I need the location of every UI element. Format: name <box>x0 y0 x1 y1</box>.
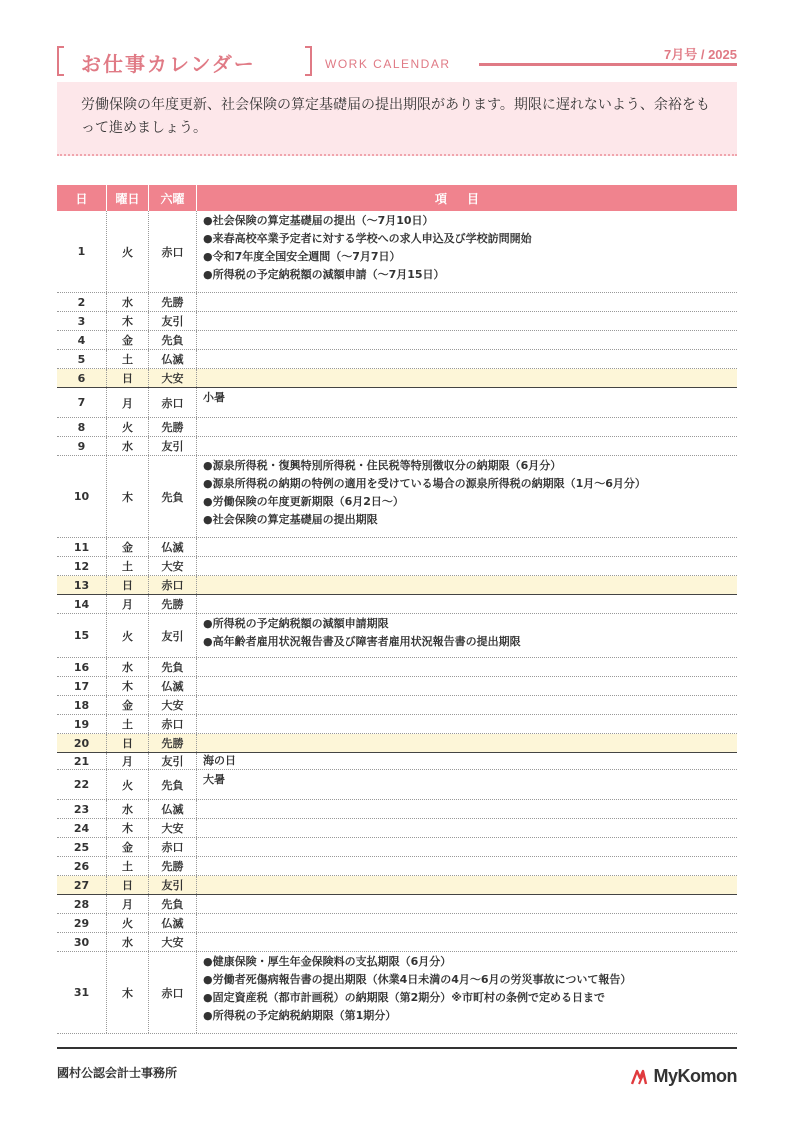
day-cell: 19 <box>57 715 107 733</box>
title-bracket-right <box>305 46 312 76</box>
calendar-row <box>57 293 737 312</box>
calendar-row <box>57 770 737 800</box>
event-item: ●所得税の予定納税納期限（第1期分） <box>203 1009 397 1022</box>
item-cell <box>197 933 737 951</box>
calendar-body <box>57 211 737 1034</box>
day-cell: 12 <box>57 557 107 575</box>
day-cell: 27 <box>57 876 107 894</box>
day-cell: 10 <box>57 456 107 537</box>
rokuyo-cell: 仏滅 <box>149 800 197 818</box>
day-cell: 29 <box>57 914 107 932</box>
title-bracket-left <box>57 46 64 76</box>
weekday-cell: 水 <box>107 658 149 676</box>
day-cell: 23 <box>57 800 107 818</box>
weekday-cell: 水 <box>107 933 149 951</box>
weekday-cell: 日 <box>107 369 149 387</box>
rokuyo-cell: 先勝 <box>149 734 197 752</box>
mykomon-logo-icon <box>631 1069 651 1085</box>
day-cell: 30 <box>57 933 107 951</box>
rokuyo-cell: 赤口 <box>149 715 197 733</box>
calendar-row <box>57 331 737 350</box>
day-cell: 11 <box>57 538 107 556</box>
item-cell <box>197 696 737 714</box>
calendar-row <box>57 456 737 538</box>
rokuyo-cell: 赤口 <box>149 952 197 1033</box>
item-cell <box>197 418 737 436</box>
event-item: ●令和7年度全国安全週間（～7月7日） <box>203 250 401 263</box>
calendar-row <box>57 576 737 595</box>
item-cell <box>197 293 737 311</box>
page-title: お仕事カレンダー <box>81 52 256 76</box>
weekday-cell: 火 <box>107 614 149 657</box>
calendar-row <box>57 715 737 734</box>
rokuyo-cell: 大安 <box>149 696 197 714</box>
item-cell <box>197 211 737 292</box>
page-header <box>57 44 737 80</box>
calendar-row <box>57 350 737 369</box>
rokuyo-cell: 先勝 <box>149 293 197 311</box>
header-rokuyo: 六曜 <box>149 185 197 211</box>
header-day: 日 <box>57 185 107 211</box>
item-cell <box>197 952 737 1033</box>
item-cell <box>197 770 737 799</box>
item-cell <box>197 734 737 752</box>
calendar-row <box>57 857 737 876</box>
weekday-cell: 土 <box>107 715 149 733</box>
item-cell <box>197 715 737 733</box>
weekday-cell: 木 <box>107 952 149 1033</box>
event-item: ●来春高校卒業予定者に対する学校への求人申込及び学校訪問開始 <box>203 232 532 245</box>
calendar-row <box>57 369 737 388</box>
header-weekday: 曜日 <box>107 185 149 211</box>
item-cell <box>197 914 737 932</box>
day-cell: 26 <box>57 857 107 875</box>
rokuyo-cell: 先負 <box>149 331 197 349</box>
weekday-cell: 月 <box>107 895 149 913</box>
item-cell <box>197 557 737 575</box>
item-cell <box>197 595 737 613</box>
event-item: ●源泉所得税・復興特別所得税・住民税等特別徴収分の納期限（6月分） <box>203 459 562 472</box>
weekday-cell: 土 <box>107 557 149 575</box>
calendar-row <box>57 914 737 933</box>
rokuyo-cell: 赤口 <box>149 388 197 417</box>
item-cell <box>197 437 737 455</box>
logo-text: MyKomon <box>653 1066 737 1086</box>
day-cell: 28 <box>57 895 107 913</box>
rokuyo-cell: 赤口 <box>149 576 197 594</box>
weekday-cell: 日 <box>107 576 149 594</box>
day-cell: 14 <box>57 595 107 613</box>
event-item: ●健康保険・厚生年金保険料の支払期限（6月分） <box>203 955 452 968</box>
item-cell <box>197 857 737 875</box>
rokuyo-cell: 先負 <box>149 895 197 913</box>
day-cell: 5 <box>57 350 107 368</box>
rokuyo-cell: 先負 <box>149 658 197 676</box>
calendar-row <box>57 819 737 838</box>
calendar-row <box>57 734 737 753</box>
day-cell: 18 <box>57 696 107 714</box>
footer-divider <box>57 1047 737 1049</box>
issue-label: 7月号 / 2025 <box>664 47 737 62</box>
rokuyo-cell: 先負 <box>149 770 197 799</box>
rokuyo-cell: 先勝 <box>149 418 197 436</box>
page-subtitle: WORK CALENDAR <box>325 57 451 71</box>
calendar-table <box>57 185 737 1034</box>
event-item: ●源泉所得税の納期の特例の適用を受けている場合の源泉所得税の納期限（1月～6月分） <box>203 477 646 490</box>
mykomon-logo <box>631 1066 738 1087</box>
item-cell <box>197 838 737 856</box>
rokuyo-cell: 大安 <box>149 819 197 837</box>
event-item: ●所得税の予定納税額の減額申請期限 <box>203 617 389 630</box>
rokuyo-cell: 仏滅 <box>149 538 197 556</box>
day-cell: 17 <box>57 677 107 695</box>
rokuyo-cell: 友引 <box>149 312 197 330</box>
firm-name: 國村公認会計士事務所 <box>57 1066 178 1080</box>
weekday-cell: 日 <box>107 734 149 752</box>
weekday-cell: 金 <box>107 838 149 856</box>
rokuyo-cell: 先負 <box>149 456 197 537</box>
day-cell: 6 <box>57 369 107 387</box>
rokuyo-cell: 先勝 <box>149 857 197 875</box>
item-cell <box>197 369 737 387</box>
weekday-cell: 金 <box>107 331 149 349</box>
event-item: ●社会保険の算定基礎届の提出期限 <box>203 513 378 526</box>
calendar-row <box>57 595 737 614</box>
rokuyo-cell: 大安 <box>149 933 197 951</box>
weekday-cell: 月 <box>107 595 149 613</box>
weekday-cell: 日 <box>107 876 149 894</box>
item-cell <box>197 819 737 837</box>
rokuyo-cell: 友引 <box>149 876 197 894</box>
weekday-cell: 木 <box>107 677 149 695</box>
rokuyo-cell: 大安 <box>149 557 197 575</box>
calendar-row <box>57 677 737 696</box>
day-cell: 3 <box>57 312 107 330</box>
day-cell: 25 <box>57 838 107 856</box>
weekday-cell: 金 <box>107 538 149 556</box>
item-cell <box>197 876 737 894</box>
calendar-row <box>57 838 737 857</box>
item-cell <box>197 388 737 417</box>
day-cell: 21 <box>57 753 107 769</box>
rokuyo-cell: 友引 <box>149 614 197 657</box>
weekday-cell: 水 <box>107 293 149 311</box>
event-item: ●高年齢者雇用状況報告書及び障害者雇用状況報告書の提出期限 <box>203 635 521 648</box>
event-item: 小暑 <box>203 391 225 404</box>
calendar-row <box>57 418 737 437</box>
item-cell <box>197 895 737 913</box>
weekday-cell: 木 <box>107 819 149 837</box>
day-cell: 15 <box>57 614 107 657</box>
day-cell: 8 <box>57 418 107 436</box>
item-cell <box>197 614 737 657</box>
calendar-row <box>57 614 737 658</box>
day-cell: 4 <box>57 331 107 349</box>
day-cell: 16 <box>57 658 107 676</box>
weekday-cell: 木 <box>107 312 149 330</box>
day-cell: 24 <box>57 819 107 837</box>
event-item: ●所得税の予定納税額の減額申請（～7月15日） <box>203 268 445 281</box>
header-item: 項目 <box>434 191 499 206</box>
calendar-row <box>57 800 737 819</box>
rokuyo-cell: 仏滅 <box>149 914 197 932</box>
event-item: ●労働保険の年度更新期限（6月2日～） <box>203 495 404 508</box>
rokuyo-cell: 仏滅 <box>149 677 197 695</box>
calendar-row <box>57 312 737 331</box>
weekday-cell: 土 <box>107 350 149 368</box>
day-cell: 20 <box>57 734 107 752</box>
calendar-row <box>57 952 737 1034</box>
calendar-row <box>57 437 737 456</box>
day-cell: 22 <box>57 770 107 799</box>
item-cell <box>197 753 737 769</box>
item-cell <box>197 576 737 594</box>
day-cell: 13 <box>57 576 107 594</box>
weekday-cell: 火 <box>107 418 149 436</box>
weekday-cell: 月 <box>107 388 149 417</box>
calendar-header-row <box>57 185 737 211</box>
item-cell <box>197 677 737 695</box>
calendar-row <box>57 753 737 770</box>
item-cell <box>197 800 737 818</box>
item-cell <box>197 658 737 676</box>
calendar-row <box>57 211 737 293</box>
rokuyo-cell: 大安 <box>149 369 197 387</box>
weekday-cell: 金 <box>107 696 149 714</box>
calendar-row <box>57 696 737 715</box>
event-item: 海の日 <box>203 754 236 767</box>
calendar-row <box>57 538 737 557</box>
weekday-cell: 水 <box>107 800 149 818</box>
item-cell <box>197 312 737 330</box>
weekday-cell: 土 <box>107 857 149 875</box>
weekday-cell: 水 <box>107 437 149 455</box>
rokuyo-cell: 赤口 <box>149 211 197 292</box>
day-cell: 7 <box>57 388 107 417</box>
calendar-row <box>57 658 737 677</box>
day-cell: 2 <box>57 293 107 311</box>
rokuyo-cell: 先勝 <box>149 595 197 613</box>
weekday-cell: 木 <box>107 456 149 537</box>
rokuyo-cell: 仏滅 <box>149 350 197 368</box>
item-cell <box>197 538 737 556</box>
weekday-cell: 火 <box>107 770 149 799</box>
event-item: ●社会保険の算定基礎届の提出（～7月10日） <box>203 214 434 227</box>
rokuyo-cell: 赤口 <box>149 838 197 856</box>
weekday-cell: 火 <box>107 211 149 292</box>
item-cell <box>197 350 737 368</box>
intro-text: 労働保険の年度更新、社会保険の算定基礎届の提出期限があります。期限に遅れないよう、余裕をもって進めましょう。 <box>57 82 737 156</box>
calendar-row <box>57 876 737 895</box>
calendar-row <box>57 557 737 576</box>
header-divider <box>479 63 737 66</box>
calendar-row <box>57 933 737 952</box>
event-item: ●労働者死傷病報告書の提出期限（休業4日未満の4月～6月の労災事故について報告） <box>203 973 632 986</box>
event-item: 大暑 <box>203 773 225 786</box>
calendar-row <box>57 895 737 914</box>
calendar-row <box>57 388 737 418</box>
weekday-cell: 月 <box>107 753 149 769</box>
item-cell <box>197 331 737 349</box>
day-cell: 31 <box>57 952 107 1033</box>
weekday-cell: 火 <box>107 914 149 932</box>
item-cell <box>197 456 737 537</box>
day-cell: 1 <box>57 211 107 292</box>
rokuyo-cell: 友引 <box>149 437 197 455</box>
day-cell: 9 <box>57 437 107 455</box>
rokuyo-cell: 友引 <box>149 753 197 769</box>
event-item: ●固定資産税（都市計画税）の納期限（第2期分）※市町村の条例で定める日まで <box>203 991 605 1004</box>
